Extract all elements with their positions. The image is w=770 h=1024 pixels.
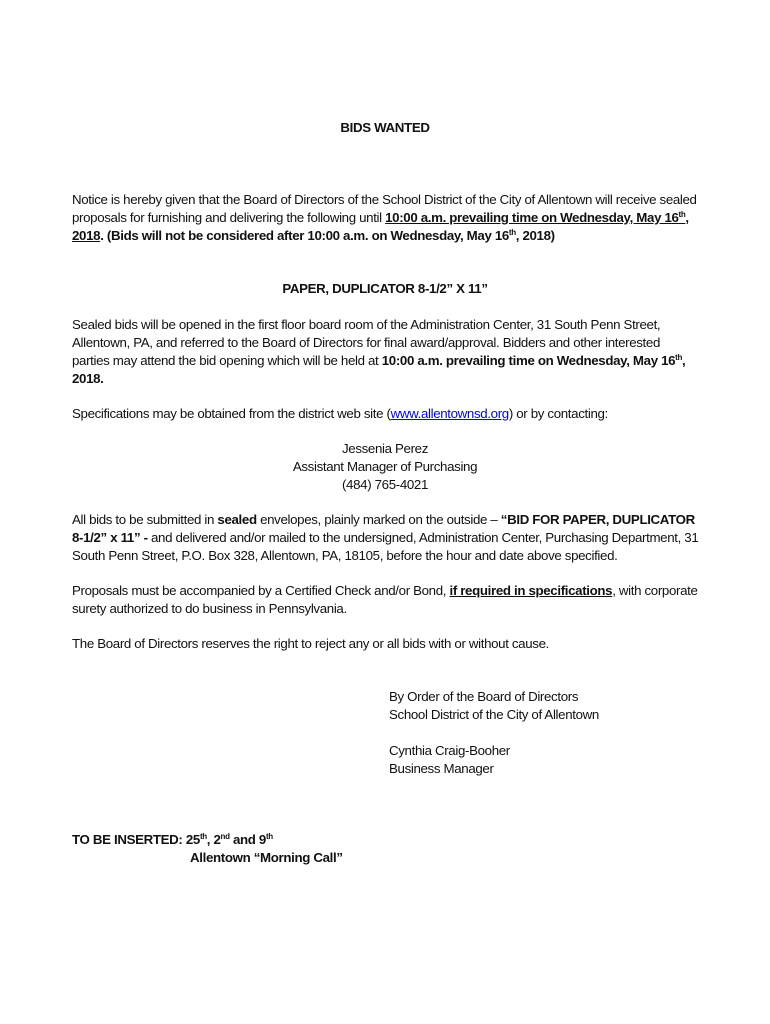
- opening-line-1: Sealed bids will be opened in the first floor board room of the Administration Center, 31 South Penn Street,: [72, 317, 661, 332]
- insertion-newspaper: Allentown “Morning Call”: [190, 850, 343, 865]
- deadline-year: 2018: [72, 228, 101, 243]
- opening-line-2: Allentown, PA, and referred to the Board of Directors for final award/approval. Bidders and other interested: [72, 335, 660, 350]
- proposals-line-1: Proposals must be accompanied by a Certified Check and/or Bond, if required in specifications, with corporate: [72, 583, 698, 598]
- contact-title: Assistant Manager of Purchasing: [292, 459, 478, 474]
- specs-line: Specifications may be obtained from the district web site (www.allentownsd.org) or by contacting:: [72, 406, 608, 421]
- signature-name: Cynthia Craig-Booher: [389, 743, 510, 758]
- signature-district: School District of the City of Allentown: [389, 707, 599, 722]
- notice-line-1: Notice is hereby given that the Board of Directors of the School District of the City of Allentown will receive sealed: [72, 192, 697, 207]
- notice-line-2: proposals for furnishing and delivering the following until 10:00 a.m. prevailing time on Wednesday, May 16th,: [72, 210, 689, 225]
- opening-line-4: 2018.: [72, 371, 104, 386]
- opening-line-3: parties may attend the bid opening which will be held at 10:00 a.m. prevailing time on Wednesday, May 16th,: [72, 353, 686, 368]
- signature-role: Business Manager: [389, 761, 494, 776]
- submit-line-2: 8-1/2” x 11” - and delivered and/or mailed to the undersigned, Administration Center, Purchasing Department, 31: [72, 530, 699, 545]
- insertion-dates: TO BE INSERTED: 25th, 2nd and 9th: [72, 832, 273, 847]
- signature-order: By Order of the Board of Directors: [389, 689, 579, 704]
- page-title: BIDS WANTED: [340, 120, 430, 135]
- deadline-text: 10:00 a.m. prevailing time on Wednesday, May 16: [385, 210, 679, 225]
- contact-phone: (484) 765-4021: [341, 477, 429, 492]
- reserve-line: The Board of Directors reserves the right to reject any or all bids with or without cause.: [72, 636, 549, 651]
- submit-line-1: All bids to be submitted in sealed envelopes, plainly marked on the outside – “BID FOR PAPER, DUPLICATOR: [72, 512, 695, 527]
- notice-line-3: 2018. (Bids will not be considered after 10:00 a.m. on Wednesday, May 16th, 2018): [72, 228, 555, 243]
- item-title: PAPER, DUPLICATOR 8-1/2” X 11”: [282, 281, 488, 296]
- proposals-line-2: surety authorized to do business in Pennsylvania.: [72, 601, 347, 616]
- district-website-link[interactable]: www.allentownsd.org: [390, 406, 509, 421]
- late-bid-warning: (Bids will not be considered after 10:00 a.m. on Wednesday, May 16th, 2018): [106, 228, 555, 243]
- contact-name: Jessenia Perez: [341, 441, 428, 456]
- submit-line-3: South Penn Street, P.O. Box 328, Allentown, PA, 18105, before the hour and date above specified.: [72, 548, 618, 563]
